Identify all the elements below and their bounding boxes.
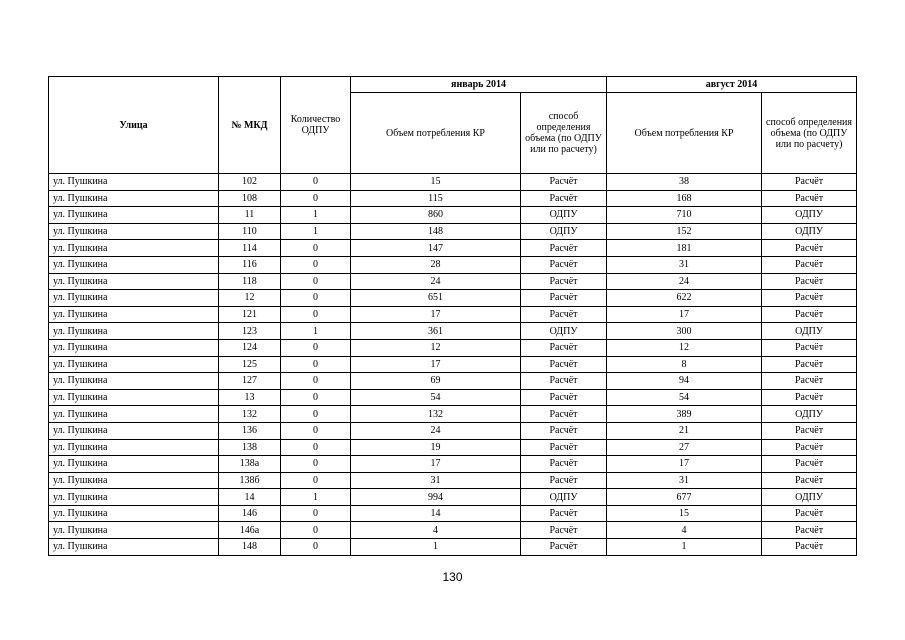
header-meter-count: Количество ОДПУ [281,77,351,174]
table-row [49,273,857,290]
table-row [49,223,857,240]
cell-building: 116 [219,256,281,273]
cell-aug-method: ОДПУ [762,207,857,224]
cell-meter-count: 0 [281,290,351,307]
cell-meter-count: 1 [281,323,351,340]
cell-meter-count: 0 [281,174,351,191]
cell-aug-method: Расчёт [762,290,857,307]
cell-jan-volume: 132 [351,406,521,423]
cell-street: ул. Пушкина [49,240,219,257]
cell-aug-method: Расчёт [762,373,857,390]
cell-building: 136 [219,422,281,439]
cell-meter-count: 0 [281,306,351,323]
cell-building: 118 [219,273,281,290]
cell-jan-method: Расчёт [521,456,607,473]
cell-street: ул. Пушкина [49,539,219,556]
cell-jan-method: Расчёт [521,539,607,556]
cell-jan-method: Расчёт [521,422,607,439]
table-row [49,456,857,473]
cell-building: 127 [219,373,281,390]
cell-meter-count: 0 [281,472,351,489]
cell-jan-method: Расчёт [521,240,607,257]
cell-aug-volume: 17 [607,456,762,473]
header-aug-volume: Объем потребления КР [607,93,762,174]
cell-aug-volume: 8 [607,356,762,373]
table-row [49,256,857,273]
cell-building: 125 [219,356,281,373]
cell-street: ул. Пушкина [49,406,219,423]
cell-building: 13 [219,389,281,406]
cell-jan-volume: 147 [351,240,521,257]
header-jan-method: способ определения объема (по ОДПУ или по расчету) [521,93,607,174]
table-row [49,339,857,356]
cell-aug-volume: 24 [607,273,762,290]
cell-jan-method: Расчёт [521,339,607,356]
cell-jan-volume: 148 [351,223,521,240]
cell-street: ул. Пушкина [49,256,219,273]
cell-street: ул. Пушкина [49,273,219,290]
consumption-table [48,76,857,556]
cell-aug-method: Расчёт [762,273,857,290]
cell-aug-method: Расчёт [762,240,857,257]
cell-aug-method: Расчёт [762,422,857,439]
cell-jan-method: ОДПУ [521,323,607,340]
cell-aug-method: Расчёт [762,522,857,539]
cell-street: ул. Пушкина [49,439,219,456]
table-row [49,406,857,423]
cell-jan-volume: 17 [351,306,521,323]
cell-jan-volume: 19 [351,439,521,456]
cell-aug-volume: 168 [607,190,762,207]
cell-jan-method: Расчёт [521,373,607,390]
table-row [49,439,857,456]
cell-aug-volume: 710 [607,207,762,224]
cell-meter-count: 0 [281,240,351,257]
table-row [49,505,857,522]
cell-aug-method: ОДПУ [762,223,857,240]
header-jan-volume: Объем потребления КР [351,93,521,174]
table-row [49,472,857,489]
cell-aug-method: Расчёт [762,505,857,522]
cell-building: 123 [219,323,281,340]
cell-aug-volume: 4 [607,522,762,539]
cell-jan-volume: 994 [351,489,521,506]
cell-street: ул. Пушкина [49,373,219,390]
cell-building: 138 [219,439,281,456]
cell-jan-volume: 24 [351,273,521,290]
cell-aug-volume: 152 [607,223,762,240]
cell-jan-method: Расчёт [521,406,607,423]
cell-aug-volume: 31 [607,256,762,273]
cell-aug-method: Расчёт [762,456,857,473]
cell-street: ул. Пушкина [49,223,219,240]
cell-street: ул. Пушкина [49,389,219,406]
table-row [49,290,857,307]
cell-jan-volume: 12 [351,339,521,356]
header-aug-method: способ определения объема (по ОДПУ или по расчету) [762,93,857,174]
cell-aug-volume: 38 [607,174,762,191]
cell-jan-volume: 17 [351,356,521,373]
cell-jan-method: ОДПУ [521,207,607,224]
cell-jan-method: Расчёт [521,439,607,456]
cell-aug-method: Расчёт [762,174,857,191]
cell-aug-volume: 181 [607,240,762,257]
cell-jan-method: Расчёт [521,389,607,406]
header-street: Улица [49,77,219,174]
cell-jan-volume: 860 [351,207,521,224]
cell-street: ул. Пушкина [49,472,219,489]
cell-jan-volume: 69 [351,373,521,390]
table-row [49,174,857,191]
cell-building: 12 [219,290,281,307]
cell-street: ул. Пушкина [49,456,219,473]
cell-aug-method: Расчёт [762,389,857,406]
cell-building: 108 [219,190,281,207]
cell-street: ул. Пушкина [49,207,219,224]
cell-aug-volume: 94 [607,373,762,390]
header-period-august: август 2014 [607,77,857,93]
cell-meter-count: 0 [281,522,351,539]
cell-jan-volume: 1 [351,539,521,556]
cell-building: 114 [219,240,281,257]
cell-aug-volume: 15 [607,505,762,522]
cell-street: ул. Пушкина [49,356,219,373]
cell-meter-count: 1 [281,207,351,224]
cell-aug-method: ОДПУ [762,489,857,506]
table-row [49,489,857,506]
cell-jan-volume: 15 [351,174,521,191]
cell-street: ул. Пушкина [49,522,219,539]
cell-building: 132 [219,406,281,423]
cell-aug-method: Расчёт [762,356,857,373]
cell-building: 146а [219,522,281,539]
table-row [49,539,857,556]
cell-meter-count: 0 [281,406,351,423]
cell-aug-method: Расчёт [762,339,857,356]
cell-building: 148 [219,539,281,556]
cell-jan-volume: 14 [351,505,521,522]
cell-building: 121 [219,306,281,323]
cell-street: ул. Пушкина [49,323,219,340]
cell-jan-volume: 54 [351,389,521,406]
cell-meter-count: 0 [281,356,351,373]
cell-jan-volume: 361 [351,323,521,340]
cell-aug-method: Расчёт [762,472,857,489]
cell-building: 146 [219,505,281,522]
cell-aug-volume: 21 [607,422,762,439]
header-period-january: январь 2014 [351,77,607,93]
table-row [49,240,857,257]
cell-jan-method: Расчёт [521,356,607,373]
cell-jan-method: Расчёт [521,472,607,489]
cell-meter-count: 1 [281,223,351,240]
cell-meter-count: 0 [281,256,351,273]
cell-aug-volume: 1 [607,539,762,556]
cell-aug-method: Расчёт [762,190,857,207]
cell-street: ул. Пушкина [49,190,219,207]
table-row [49,373,857,390]
cell-jan-volume: 651 [351,290,521,307]
cell-jan-volume: 24 [351,422,521,439]
cell-street: ул. Пушкина [49,422,219,439]
cell-building: 11 [219,207,281,224]
cell-meter-count: 0 [281,539,351,556]
cell-street: ул. Пушкина [49,290,219,307]
cell-street: ул. Пушкина [49,489,219,506]
table-row [49,323,857,340]
cell-building: 102 [219,174,281,191]
page-number: 130 [442,570,463,584]
cell-aug-volume: 31 [607,472,762,489]
cell-aug-method: ОДПУ [762,323,857,340]
table-row [49,389,857,406]
cell-meter-count: 1 [281,489,351,506]
cell-jan-method: Расчёт [521,522,607,539]
cell-jan-method: Расчёт [521,505,607,522]
cell-aug-volume: 677 [607,489,762,506]
cell-street: ул. Пушкина [49,306,219,323]
table-row [49,190,857,207]
cell-street: ул. Пушкина [49,505,219,522]
table-row [49,522,857,539]
cell-jan-volume: 28 [351,256,521,273]
header-building: № МКД [219,77,281,174]
cell-meter-count: 0 [281,339,351,356]
cell-jan-method: Расчёт [521,273,607,290]
cell-meter-count: 0 [281,273,351,290]
cell-jan-method: Расчёт [521,290,607,307]
cell-building: 138а [219,456,281,473]
cell-jan-volume: 31 [351,472,521,489]
cell-jan-method: Расчёт [521,174,607,191]
cell-aug-method: Расчёт [762,306,857,323]
cell-jan-method: Расчёт [521,256,607,273]
cell-aug-volume: 622 [607,290,762,307]
cell-aug-method: Расчёт [762,439,857,456]
cell-meter-count: 0 [281,439,351,456]
cell-aug-method: Расчёт [762,256,857,273]
table-row [49,356,857,373]
cell-building: 124 [219,339,281,356]
cell-building: 110 [219,223,281,240]
table-row [49,306,857,323]
cell-aug-volume: 54 [607,389,762,406]
cell-jan-method: Расчёт [521,306,607,323]
cell-aug-method: ОДПУ [762,406,857,423]
cell-jan-method: ОДПУ [521,489,607,506]
cell-building: 138б [219,472,281,489]
cell-jan-method: ОДПУ [521,223,607,240]
cell-meter-count: 0 [281,456,351,473]
cell-meter-count: 0 [281,389,351,406]
cell-aug-volume: 27 [607,439,762,456]
cell-meter-count: 0 [281,190,351,207]
table-row [49,207,857,224]
cell-street: ул. Пушкина [49,339,219,356]
cell-jan-volume: 115 [351,190,521,207]
cell-aug-volume: 17 [607,306,762,323]
cell-aug-method: Расчёт [762,539,857,556]
cell-aug-volume: 300 [607,323,762,340]
cell-jan-volume: 4 [351,522,521,539]
table-body [49,174,857,556]
cell-meter-count: 0 [281,422,351,439]
cell-meter-count: 0 [281,373,351,390]
cell-jan-method: Расчёт [521,190,607,207]
cell-building: 14 [219,489,281,506]
cell-jan-volume: 17 [351,456,521,473]
cell-street: ул. Пушкина [49,174,219,191]
table-row [49,422,857,439]
cell-aug-volume: 389 [607,406,762,423]
cell-meter-count: 0 [281,505,351,522]
cell-aug-volume: 12 [607,339,762,356]
